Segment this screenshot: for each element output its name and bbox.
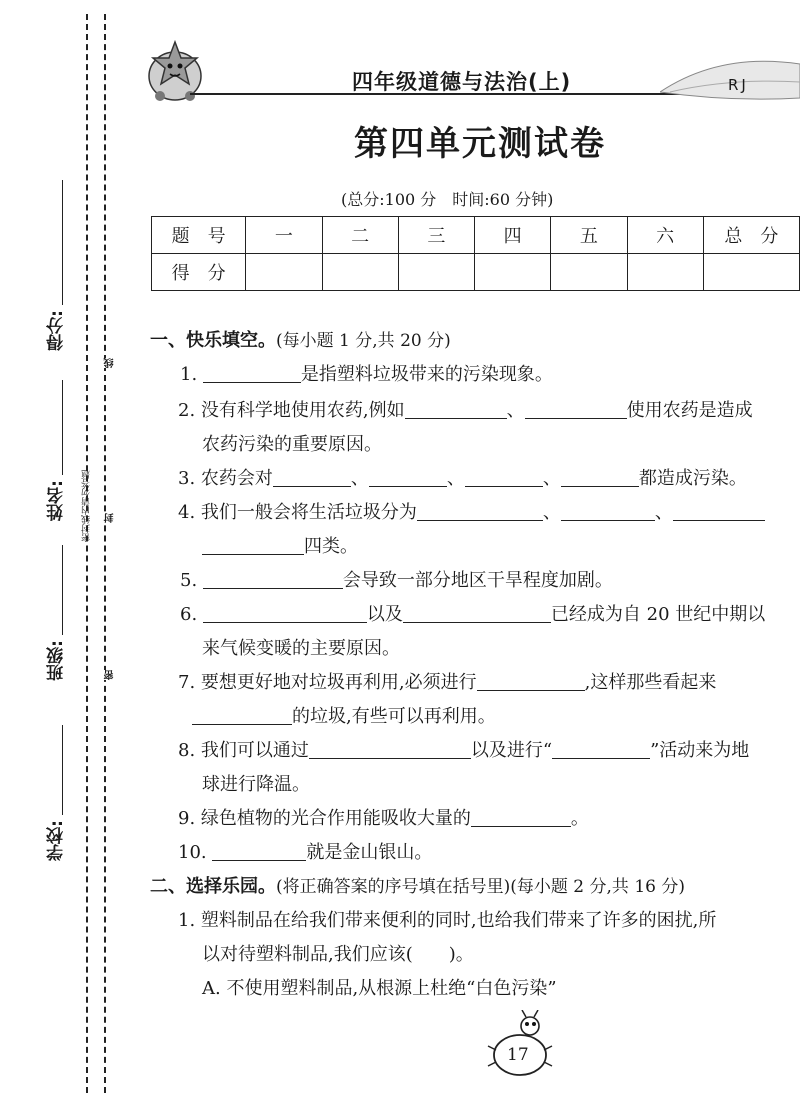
answer-blank[interactable]	[403, 604, 551, 623]
question-9	[178, 804, 589, 830]
question-text: 是指塑料垃圾带来的污染现象。	[300, 364, 553, 385]
question-text: 会导致一部分地区干旱程度加剧。	[342, 570, 613, 591]
question-text: 已经成为自 20 世纪中期以	[550, 604, 766, 625]
separator: 、	[542, 502, 561, 523]
page-number: 17	[507, 1045, 529, 1065]
separator: 、	[542, 468, 561, 489]
answer-blank[interactable]	[369, 468, 447, 487]
answer-blank[interactable]	[192, 706, 292, 725]
binding-line-mark: 线	[105, 358, 116, 368]
answer-blank[interactable]	[561, 468, 639, 487]
binding-school-label: 学校:	[47, 820, 67, 861]
question-2-cont	[202, 430, 382, 456]
question-7	[178, 668, 716, 694]
question-text: 3. 农药会对	[178, 468, 273, 489]
table-cell: 总 分	[703, 217, 799, 254]
answer-blank[interactable]	[405, 400, 507, 419]
question-5	[180, 566, 613, 592]
question-7-cont	[192, 702, 496, 728]
question-6-cont	[202, 634, 400, 660]
question-1	[180, 360, 553, 386]
choice-option-a[interactable]	[202, 974, 557, 1000]
page-title: 第四单元测试卷	[354, 124, 606, 164]
separator: 、	[446, 468, 465, 489]
table-cell: 三	[398, 217, 474, 254]
name-write-line	[62, 380, 63, 475]
question-text: 都造成污染。	[638, 468, 747, 489]
class-write-line	[62, 545, 63, 635]
binding-close-mark: 密	[105, 670, 116, 680]
answer-blank[interactable]	[309, 740, 471, 759]
edition-badge: RJ	[728, 76, 749, 94]
question-text: 7. 要想更好地对垃圾再利用,必须进行	[178, 672, 477, 693]
answer-blank[interactable]	[471, 808, 571, 827]
score-input-cell[interactable]	[246, 254, 322, 291]
question-text: ,这样那些看起来	[584, 672, 717, 693]
score-table	[151, 216, 800, 291]
question-text: 8. 我们可以通过	[178, 740, 309, 761]
question-text: 4. 我们一般会将生活垃圾分为	[178, 502, 417, 523]
question-text: 使用农药是造成	[626, 400, 753, 421]
binding-name-label: 姓名:	[47, 480, 67, 521]
answer-blank[interactable]	[561, 502, 655, 521]
answer-blank[interactable]	[202, 536, 304, 555]
score-input-cell[interactable]	[322, 254, 398, 291]
option-text: A. 不使用塑料制品,从根源上杜绝“白色污染”	[202, 978, 557, 999]
binding-seal-mark: 封	[105, 513, 116, 523]
answer-blank[interactable]	[203, 364, 301, 383]
question-number: 6.	[180, 604, 198, 625]
subject-title: 四年级道德与法治(上)	[352, 70, 572, 94]
section1-note: (每小题 1 分,共 20 分)	[276, 331, 451, 351]
table-cell: 得 分	[152, 254, 246, 291]
answer-blank[interactable]	[203, 604, 367, 623]
table-cell: 六	[627, 217, 703, 254]
score-table-score-row	[152, 254, 800, 291]
section1-heading	[150, 326, 451, 352]
table-cell: 五	[551, 217, 627, 254]
answer-blank[interactable]	[417, 502, 543, 521]
question-text: 四类。	[304, 536, 358, 557]
section2-title: 二、选择乐园。	[150, 876, 276, 897]
question-4-cont	[202, 532, 358, 558]
choice-question-1-cont	[202, 940, 474, 966]
exam-meta: (总分:100 分 时间:60 分钟)	[341, 190, 554, 209]
question-text: 9. 绿色植物的光合作用能吸收大量的	[178, 808, 471, 829]
score-input-cell[interactable]	[475, 254, 551, 291]
question-3	[178, 464, 747, 490]
answer-blank[interactable]	[212, 842, 306, 861]
binding-dashed-line-inner	[104, 14, 106, 1093]
question-text: 2. 没有科学地使用农药,例如	[178, 400, 405, 421]
question-text: 以及进行“	[470, 740, 553, 761]
question-text: 农药污染的重要原因。	[202, 434, 382, 455]
separator: 、	[506, 400, 525, 421]
separator: 、	[654, 502, 673, 523]
question-2	[178, 396, 753, 422]
question-text: 。	[570, 808, 589, 829]
score-input-cell[interactable]	[627, 254, 703, 291]
score-table-header-row	[152, 217, 800, 254]
table-cell: 二	[322, 217, 398, 254]
score-input-cell[interactable]	[398, 254, 474, 291]
answer-blank[interactable]	[552, 740, 650, 759]
binding-warning: 密封线内请勿答题	[82, 470, 92, 542]
question-text: 以及	[366, 604, 403, 625]
question-4	[178, 498, 765, 524]
question-text: 球进行降温。	[202, 774, 310, 795]
answer-blank[interactable]	[273, 468, 351, 487]
question-8-cont	[202, 770, 310, 796]
score-write-line	[62, 180, 63, 305]
school-write-line	[62, 725, 63, 815]
question-number: 5.	[180, 570, 198, 591]
answer-blank[interactable]	[673, 502, 765, 521]
question-number: 10.	[178, 842, 207, 863]
mascot-star-icon	[140, 36, 210, 106]
question-text: 以对待塑料制品,我们应该( )。	[202, 944, 474, 965]
choice-question-1	[178, 906, 716, 932]
binding-dashed-line-outer	[86, 14, 88, 1093]
question-number: 1.	[180, 364, 198, 385]
question-text: 1. 塑料制品在给我们带来便利的同时,也给我们带来了许多的困扰,所	[178, 910, 717, 931]
score-input-cell[interactable]	[703, 254, 799, 291]
question-text: ”活动来为地	[650, 740, 750, 761]
question-text: 来气候变暖的主要原因。	[202, 638, 400, 659]
binding-class-label: 班级:	[47, 640, 67, 681]
answer-blank[interactable]	[477, 672, 585, 691]
table-cell: 题 号	[152, 217, 246, 254]
section2-heading	[150, 872, 685, 898]
answer-blank[interactable]	[203, 570, 343, 589]
question-8	[178, 736, 749, 762]
question-text: 就是金山银山。	[306, 842, 433, 863]
section2-note: (将正确答案的序号填在括号里)(每小题 2 分,共 16 分)	[276, 877, 685, 897]
question-10	[178, 838, 432, 864]
answer-blank[interactable]	[465, 468, 543, 487]
section1-title: 一、快乐填空。	[150, 330, 276, 351]
score-input-cell[interactable]	[551, 254, 627, 291]
table-cell: 一	[246, 217, 322, 254]
table-cell: 四	[475, 217, 551, 254]
binding-score-label: 得分:	[47, 310, 67, 351]
question-6	[180, 600, 765, 626]
separator: 、	[350, 468, 369, 489]
answer-blank[interactable]	[525, 400, 627, 419]
question-text: 的垃圾,有些可以再利用。	[292, 706, 496, 727]
